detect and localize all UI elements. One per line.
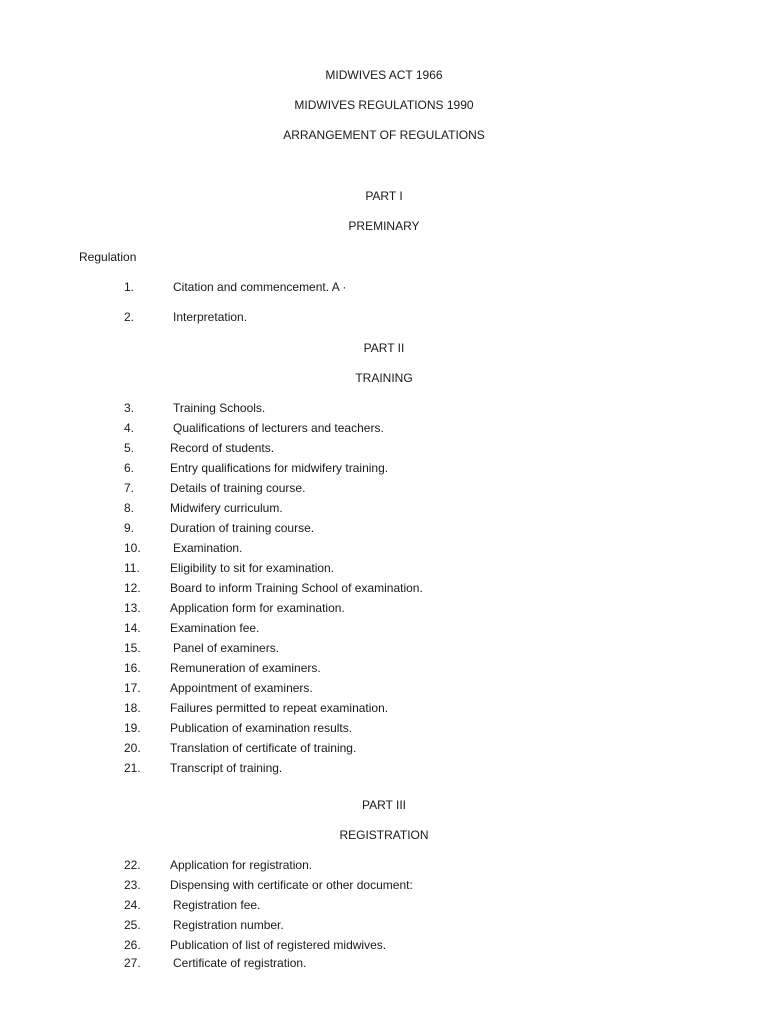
item-text: Publication of examination results. [170,721,353,735]
item-number: 2. [124,310,135,324]
item-number: 1. [124,280,135,294]
item-number: 7. [124,481,135,495]
arrangement-title: ARRANGEMENT OF REGULATIONS [283,128,485,142]
item-text: Duration of training course. [170,521,315,535]
item-number: 14. [124,621,141,635]
item-text: Application for registration. [170,858,313,872]
item-text: Examination. [173,541,243,555]
part-heading: PART II [363,341,405,355]
item-number: 20. [124,741,141,755]
item-text: Qualifications of lecturers and teachers. [173,421,384,435]
item-number: 24. [124,898,141,912]
item-number: 13. [124,601,141,615]
item-number: 12. [124,581,141,595]
item-number: 21. [124,761,141,775]
regulation-label: Regulation [79,250,137,264]
item-text: Eligibility to sit for examination. [170,561,335,575]
item-text: Translation of certificate of training. [170,741,357,755]
part-title: REGISTRATION [339,828,429,842]
item-text: Application form for examination. [170,601,345,615]
item-text: Dispensing with certificate or other document: [170,878,413,892]
item-text: Entry qualifications for midwifery training. [170,461,389,475]
item-text: Panel of examiners. [173,641,280,655]
item-text: Training Schools. [173,401,266,415]
item-number: 9. [124,521,135,535]
item-text: Board to inform Training School of examination. [170,581,423,595]
item-text: Registration number. [173,918,284,932]
item-number: 19. [124,721,141,735]
item-number: 17. [124,681,141,695]
item-text: Examination fee. [170,621,260,635]
item-number: 26. [124,938,141,952]
item-text: Citation and commencement. A · [173,280,347,294]
item-text: Publication of list of registered midwives. [170,938,387,952]
item-number: 6. [124,461,135,475]
item-text: Interpretation. [173,310,248,324]
item-number: 8. [124,501,135,515]
part-title: TRAINING [355,371,413,385]
item-text: Certificate of registration. [173,956,307,970]
part-heading: PART I [365,189,403,203]
item-number: 10. [124,541,141,555]
item-number: 3. [124,401,135,415]
item-text: Record of students. [170,441,275,455]
item-text: Failures permitted to repeat examination. [170,701,389,715]
item-text: Registration fee. [173,898,261,912]
item-number: 22. [124,858,141,872]
item-number: 15. [124,641,141,655]
item-number: 18. [124,701,141,715]
item-text: Remuneration of examiners. [170,661,321,675]
item-text: Details of training course. [170,481,306,495]
item-text: Midwifery curriculum. [170,501,283,515]
act-title: MIDWIVES ACT 1966 [325,68,443,82]
item-number: 16. [124,661,141,675]
item-number: 4. [124,421,135,435]
item-number: 23. [124,878,141,892]
part-title: PREMINARY [348,219,420,233]
part-heading: PART III [361,798,406,812]
item-number: 11. [124,561,140,575]
item-number: 25. [124,918,141,932]
item-text: Appointment of examiners. [170,681,313,695]
item-number: 27. [124,956,141,970]
item-number: 5. [124,441,135,455]
regulations-title: MIDWIVES REGULATIONS 1990 [294,98,474,112]
item-text: Transcript of training. [170,761,283,775]
